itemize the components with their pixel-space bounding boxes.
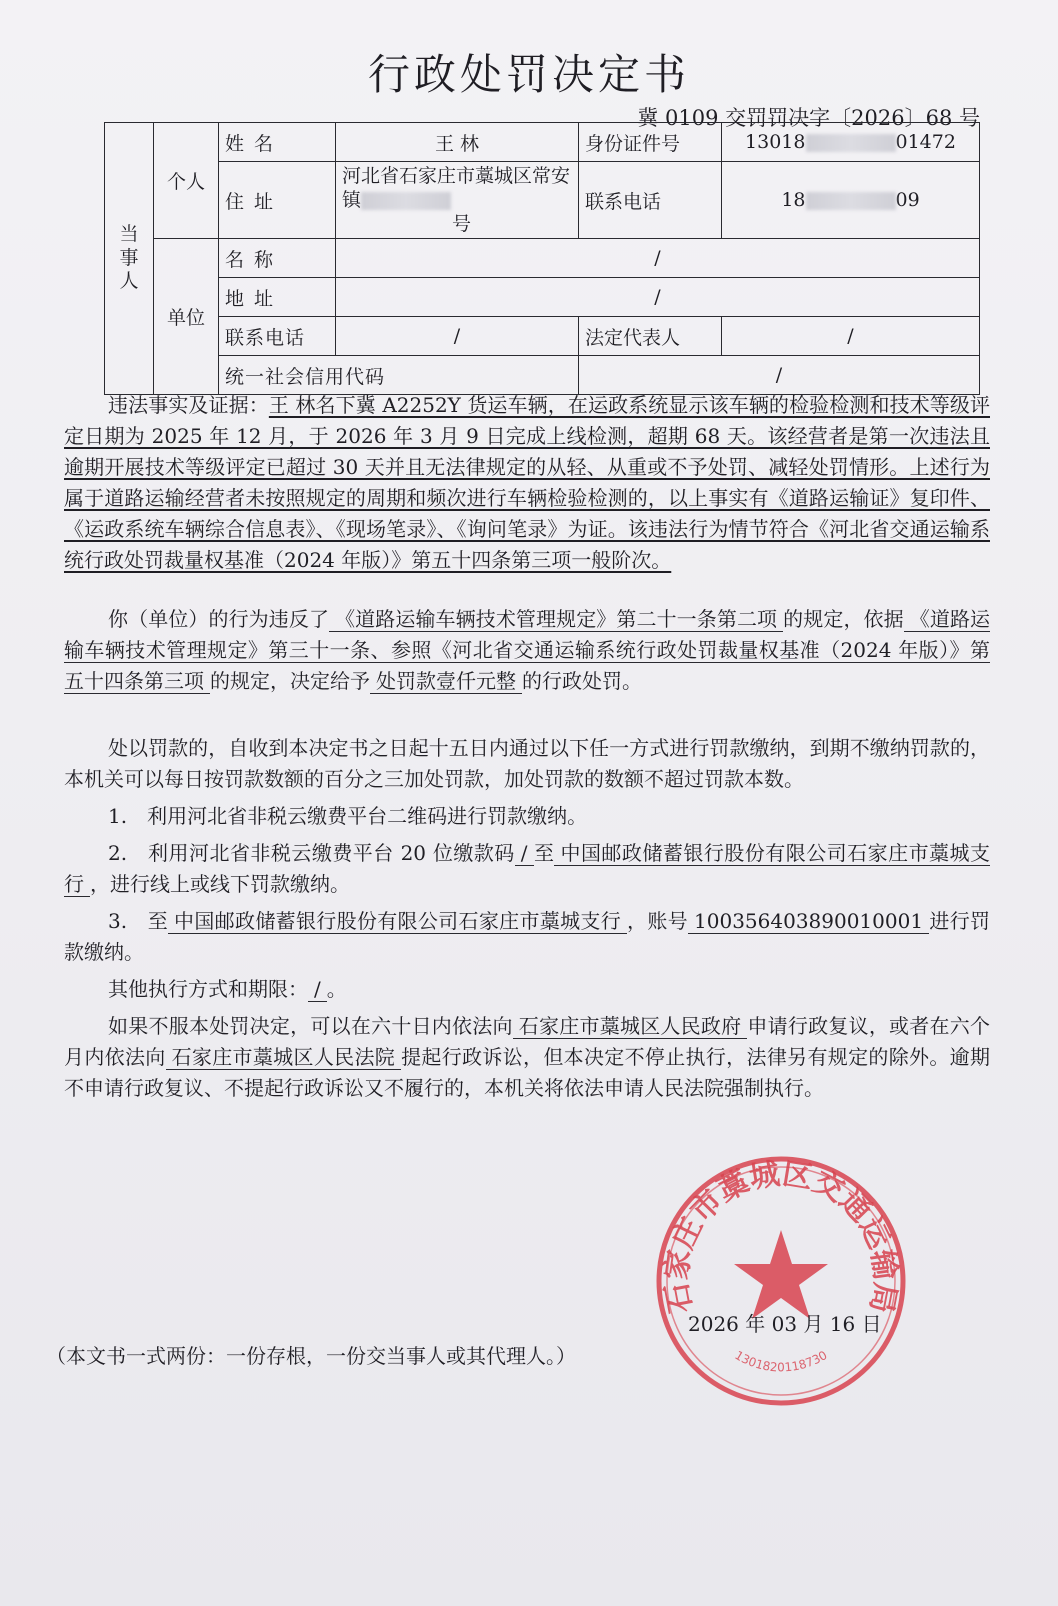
- legal-rep-value: /: [722, 317, 980, 356]
- unit-name-value: /: [336, 239, 980, 278]
- payment-method-3: 3. 至 中国邮政储蓄银行股份有限公司石家庄市藁城支行 ，账号 100356403890010001 进行罚款缴纳。: [64, 909, 991, 964]
- id-value: 13018 01472: [722, 123, 980, 162]
- decision-text-4: 的行政处罚。: [522, 669, 642, 693]
- penalty-basis: 《道路运输车辆技术管理规定》第三十一条、参照《河北省交通运输系统行政处罚裁量权基准（2024 年版）》第五十四条第三项: [64, 607, 991, 693]
- official-seal: [652, 1152, 910, 1410]
- party-table: [104, 122, 980, 395]
- facts-section: [64, 390, 990, 576]
- redaction: [361, 192, 451, 210]
- other-execution: 其他执行方式和期限： / 。: [108, 977, 347, 1001]
- seal-star-icon: [734, 1230, 828, 1319]
- unit-label: 单位: [154, 239, 219, 395]
- payment-bank: 中国邮政储蓄银行股份有限公司石家庄市藁城支行: [64, 841, 991, 896]
- address-value: 河北省石家庄市藁城区常安镇 号: [336, 162, 579, 239]
- seal-code: 1301820118730: [732, 1348, 830, 1375]
- issue-date: 2026 年 03 月 16 日: [688, 1312, 882, 1336]
- unit-phone-value: /: [336, 317, 579, 356]
- appeal-notice: 如果不服本处罚决定，可以在六十日内依法向 石家庄市藁城区人民政府 申请行政复议，或者在六个月内依法向 石家庄市藁城区人民法院 提起行政诉讼，但本决定不停止执行，法律另有规定的除外。逾期不申请行政复议、不提起行政诉讼又不履行的，本机关将依法申请人民法院强制执行。: [64, 1014, 991, 1100]
- bank-account: 100356403890010001: [688, 909, 929, 934]
- address-label: 住 址: [219, 162, 336, 239]
- decision-text-3: 的规定，决定给予: [210, 669, 370, 693]
- facts-text: 王 林名下冀 A2252Y 货运车辆，在运政系统显示该车辆的检验检测和技术等级评定日期为 2025 年 12 月，于 2026 年 3 月 9 日完成上线检测，超期 68 天。该经营者是第一次违法且逾期开展技术等级评定已超过 30 天并且无法律规定的从轻、从重或不予处罚、减轻处罚情形。上述行为属于道路运输经营者未按照规定的周期和频次进行车辆检验检测的，以上事实有《道路运输证》复印件、《运政系统车辆综合信息表》、《现场笔录》、《询问笔录》为证。该违法行为情节符合《河北省交通运输系统行政处罚裁量权基准（2024 年版）》第五十四条第三项一般阶次。: [64, 393, 990, 572]
- payment-intro: 处以罚款的，自收到本决定书之日起十五日内通过以下任一方式进行罚款缴纳，到期不缴纳罚款的，本机关可以每日按罚款数额的百分之三加处罚款，加处罚款的数额不超过罚款本数。: [64, 736, 990, 791]
- phone-value: 18 09: [722, 162, 980, 239]
- document-number: 冀 0109 交罚罚决字〔2026〕68 号: [637, 106, 980, 130]
- name-value: 王 林: [336, 123, 579, 162]
- redaction: [806, 192, 896, 210]
- unit-name-label: 名 称: [219, 239, 336, 278]
- name-label: 姓 名: [219, 123, 336, 162]
- penalty-amount: 处罚款壹仟元整: [370, 669, 522, 694]
- id-label: 身份证件号: [579, 123, 722, 162]
- credit-code-label: 统一社会信用代码: [219, 356, 579, 395]
- unit-address-value: /: [336, 278, 980, 317]
- individual-label: 个人: [154, 123, 219, 239]
- facts-label: 违法事实及证据：: [108, 393, 269, 417]
- unit-address-label: 地 址: [219, 278, 336, 317]
- unit-phone-label: 联系电话: [219, 317, 336, 356]
- litigation-court: 石家庄市藁城区人民法院: [166, 1045, 402, 1070]
- legal-rep-label: 法定代表人: [579, 317, 722, 356]
- credit-code-value: /: [579, 356, 980, 395]
- decision-text-1: 你（单位）的行为违反了: [108, 607, 330, 631]
- decision-text-2: 的规定，依据: [783, 607, 904, 631]
- payment-section: [64, 733, 990, 1104]
- payment-method-2: 2. 利用河北省非税云缴费平台 20 位缴款码 / 至 中国邮政储蓄银行股份有限公司石家庄市藁城支行 ，进行线上或线下罚款缴纳。: [64, 841, 991, 896]
- payment-method-1: 1. 利用河北省非税云缴费平台二维码进行罚款缴纳。: [108, 804, 588, 828]
- payment-code: /: [515, 841, 534, 866]
- redaction: [806, 134, 896, 152]
- other-execution-value: /: [308, 977, 327, 1002]
- footnote: （本文书一式两份：一份存根，一份交当事人或其代理人。）: [46, 1344, 576, 1368]
- review-authority: 石家庄市藁城区人民政府: [513, 1014, 748, 1039]
- violated-provision: 《道路运输车辆技术管理规定》第二十一条第二项: [329, 607, 783, 632]
- payment-bank-3: 中国邮政储蓄银行股份有限公司石家庄市藁城支行: [168, 909, 627, 934]
- document-title: 行政处罚决定书: [367, 50, 690, 99]
- decision-section: [64, 604, 990, 697]
- phone-label: 联系电话: [579, 162, 722, 239]
- party-label: 当事人: [105, 123, 154, 395]
- seal-text: 石家庄市藁城区交通运输局: [659, 1156, 903, 1316]
